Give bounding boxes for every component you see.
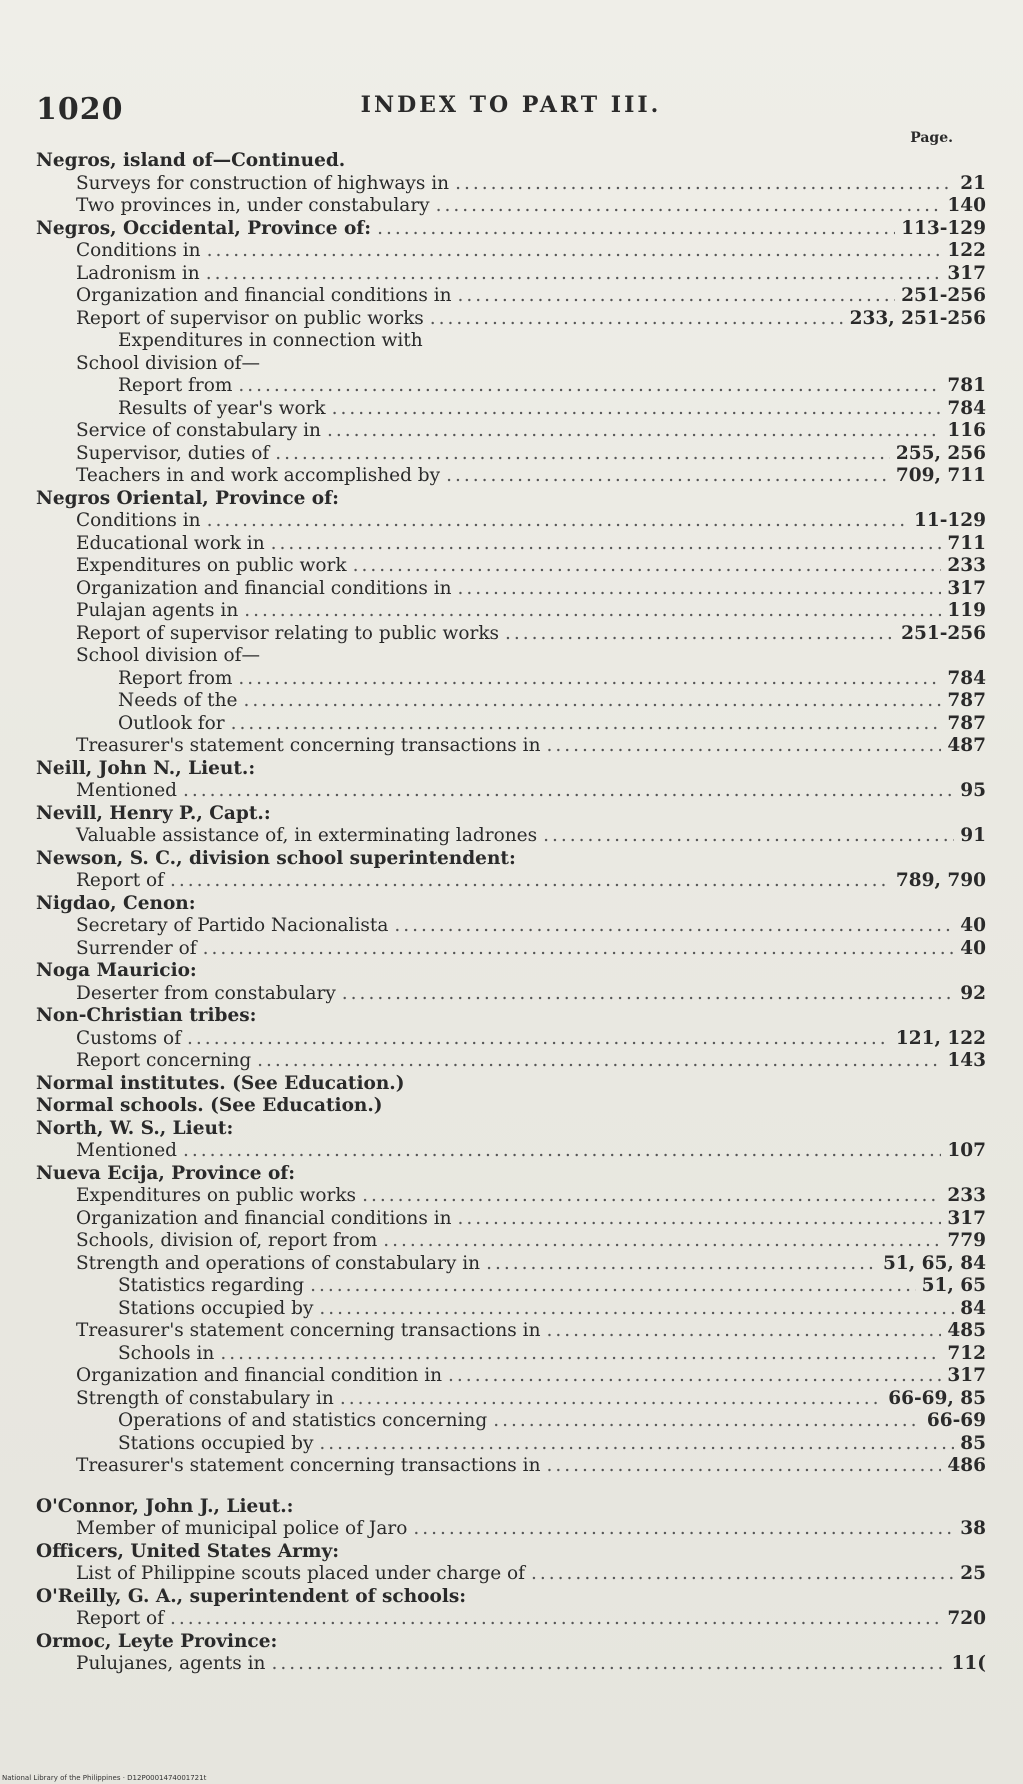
index-subentry	[36, 240, 986, 263]
entry-page: 11(	[951, 1653, 986, 1674]
entry-page: 711	[947, 532, 986, 554]
entry-text: Schools in	[118, 1342, 215, 1364]
index-subentry	[36, 1140, 986, 1163]
leader-dots	[319, 1298, 954, 1321]
entry-page: 720	[947, 1608, 986, 1629]
entry-text: Mentioned	[76, 780, 178, 801]
entry-text: Report of supervisor on public works	[76, 307, 424, 329]
entry-page: 113-129	[901, 217, 986, 239]
index-subentry	[36, 735, 986, 758]
index-subentry	[36, 1343, 986, 1366]
leader-dots	[207, 240, 942, 263]
index-heading	[36, 1496, 986, 1519]
entry-text: List of Philippine scouts placed under charge of	[76, 1563, 526, 1584]
entry-page: 116	[947, 420, 986, 441]
entry-text: Negros, Occidental, Province of:	[36, 217, 372, 239]
index-subentry	[36, 285, 986, 308]
entry-text: Stations occupied by	[118, 1297, 314, 1319]
index-subentry	[36, 173, 986, 196]
index-subentry	[36, 533, 986, 556]
leader-dots	[257, 1050, 941, 1073]
index-heading	[36, 150, 986, 173]
index-subentry	[36, 1275, 986, 1298]
index-subentry	[36, 1653, 986, 1676]
entry-text: Strength and operations of constabulary in	[76, 1252, 481, 1274]
index-heading	[36, 1541, 986, 1564]
leader-dots	[170, 1608, 941, 1631]
index-subentry	[36, 1185, 986, 1208]
entry-text: Conditions in	[76, 240, 201, 261]
leader-dots	[377, 218, 895, 241]
index-subentry	[36, 353, 986, 376]
entry-page: 85	[960, 1432, 986, 1454]
entry-text: Report of	[76, 870, 165, 891]
entry-text: Supervisor, duties of	[76, 442, 270, 464]
index-subentry	[36, 600, 986, 623]
entry-page: 779	[947, 1230, 986, 1251]
entry-text: O'Reilly, G. A., superintendent of schools:	[36, 1585, 467, 1607]
entry-text: Surrender of	[76, 937, 197, 959]
entry-page: 233	[947, 1185, 986, 1206]
entry-page: 485	[947, 1320, 986, 1341]
entry-text: Normal schools. (See Education.)	[36, 1095, 383, 1116]
entry-page: 40	[960, 915, 986, 936]
leader-dots	[394, 915, 954, 938]
leader-dots	[383, 1230, 941, 1253]
index-subentry	[36, 938, 986, 961]
entry-text: Two provinces in, under constabulary	[76, 195, 430, 216]
leader-dots	[332, 398, 942, 421]
entry-page: 317	[947, 262, 986, 284]
entry-text: Results of year's work	[118, 397, 326, 419]
entry-page: 789, 790	[895, 870, 986, 891]
index-subentry	[36, 1563, 986, 1586]
entry-text: Ormoc, Leyte Province:	[36, 1630, 278, 1652]
index-subentry	[36, 308, 986, 331]
index-heading	[36, 1163, 986, 1186]
entry-text: Pulajan agents in	[76, 600, 239, 621]
index-subentry	[36, 645, 986, 668]
entry-page: 21	[960, 172, 986, 194]
index-subentry	[36, 1230, 986, 1253]
entry-text: Member of municipal police of Jaro	[76, 1518, 408, 1539]
entry-page: 781	[947, 375, 986, 396]
entry-text: North, W. S., Lieut:	[36, 1117, 234, 1139]
entry-text: Deserter from constabulary	[76, 982, 336, 1004]
entry-text: Ladronism in	[76, 262, 200, 284]
entry-text: O'Connor, John J., Lieut.:	[36, 1495, 294, 1517]
leader-dots	[448, 1365, 941, 1388]
entry-text: Nigdao, Cenon:	[36, 892, 196, 914]
entry-page: 11-129	[913, 510, 986, 531]
index-subentry	[36, 1298, 986, 1321]
page-header	[36, 92, 986, 132]
index-heading	[36, 1631, 986, 1654]
leader-dots	[183, 780, 954, 803]
index-subentry	[36, 1028, 986, 1051]
leader-dots	[340, 1388, 882, 1411]
index-subentry	[36, 1433, 986, 1456]
leader-dots	[231, 713, 942, 736]
leader-dots	[436, 195, 942, 218]
entry-text: Negros, island of—Continued.	[36, 150, 346, 171]
entry-page: 51, 65, 84	[883, 1252, 986, 1274]
index-subentry	[36, 443, 986, 466]
leader-dots	[183, 1140, 941, 1163]
entry-page: 140	[947, 195, 986, 216]
leader-dots	[187, 1028, 890, 1051]
leader-dots	[238, 375, 941, 398]
leader-dots	[275, 443, 890, 466]
index-heading	[36, 1586, 986, 1609]
entry-text: Non-Christian tribes:	[36, 1005, 257, 1026]
entry-text: Schools, division of, report from	[76, 1230, 378, 1251]
page-column-label: Page.	[910, 130, 953, 146]
entry-page: 784	[947, 397, 986, 419]
leader-dots	[455, 173, 954, 196]
entry-page: 784	[947, 667, 986, 689]
entry-page: 712	[947, 1342, 986, 1364]
leader-dots	[413, 1518, 954, 1541]
entry-text: Report of	[76, 1608, 165, 1629]
entry-text: Conditions in	[76, 510, 201, 531]
entry-text: Statistics regarding	[118, 1275, 305, 1296]
entry-text: Organization and financial conditions in	[76, 577, 452, 599]
index-subentry	[36, 825, 986, 848]
entry-text: Report from	[118, 667, 233, 689]
entry-text: Service of constabulary in	[76, 420, 321, 441]
entry-page: 251-256	[901, 622, 986, 644]
entry-page: 121, 122	[895, 1027, 986, 1049]
entry-text: Customs of	[76, 1027, 182, 1049]
index-subentry	[36, 1608, 986, 1631]
entry-page: 251-256	[901, 285, 986, 306]
index-subentry	[36, 713, 986, 736]
entry-text: Surveys for construction of highways in	[76, 172, 450, 194]
entry-page: 91	[960, 825, 986, 846]
entry-page: 51, 65	[921, 1275, 986, 1296]
index-subentry	[36, 1320, 986, 1343]
entry-text: Secretary of Partido Nacionalista	[76, 915, 389, 936]
index-subentry	[36, 623, 986, 646]
leader-dots	[458, 1208, 942, 1231]
index-subentry	[36, 870, 986, 893]
entry-text: Strength of constabulary in	[76, 1387, 334, 1409]
index-heading	[36, 893, 986, 916]
index-heading	[36, 1095, 986, 1118]
entry-page: 233, 251-256	[849, 307, 986, 329]
entry-text: Expenditures on public works	[76, 1185, 357, 1206]
index-heading	[36, 960, 986, 983]
entry-text: Negros Oriental, Province of:	[36, 487, 339, 509]
index-heading	[36, 758, 986, 781]
index-heading	[36, 803, 986, 826]
index-heading	[36, 1118, 986, 1141]
entry-text: Pulujanes, agents in	[76, 1653, 266, 1674]
index-entries	[36, 150, 986, 1676]
entry-text: Normal institutes. (See Education.)	[36, 1072, 405, 1094]
entry-text: Operations of and statistics concerning	[118, 1410, 488, 1431]
index-heading	[36, 848, 986, 871]
entry-page: 486	[947, 1455, 986, 1476]
entry-page: 122	[947, 240, 986, 261]
index-subentry	[36, 668, 986, 691]
leader-dots	[271, 1653, 945, 1676]
entry-text: Treasurer's statement concerning transactions in	[76, 1455, 541, 1476]
leader-dots	[486, 1253, 877, 1276]
leader-dots	[546, 735, 941, 758]
entry-page: 317	[947, 1365, 986, 1386]
entry-page: 233	[947, 555, 986, 576]
entry-text: Expenditures in connection with	[118, 330, 423, 351]
index-subentry	[36, 398, 986, 421]
index-subentry	[36, 780, 986, 803]
index-subentry	[36, 1410, 986, 1433]
entry-text: School division of—	[76, 645, 260, 666]
index-subentry	[36, 1208, 986, 1231]
leader-dots	[207, 510, 908, 533]
entry-text: School division of—	[76, 352, 260, 374]
leader-dots	[362, 1185, 941, 1208]
entry-text: Expenditures on public work	[76, 555, 347, 576]
entry-page: 317	[947, 577, 986, 599]
leader-dots	[170, 870, 890, 893]
index-subentry	[36, 1050, 986, 1073]
index-subentry	[36, 465, 986, 488]
leader-dots	[430, 308, 844, 331]
leader-dots	[531, 1563, 954, 1586]
entry-text: Officers, United States Army:	[36, 1540, 340, 1562]
index-subentry	[36, 1365, 986, 1388]
entry-text: Treasurer's statement concerning transactions in	[76, 1320, 541, 1341]
index-subentry	[36, 195, 986, 218]
leader-dots	[244, 600, 941, 623]
entry-page: 787	[947, 690, 986, 711]
entry-text: Organization and financial condition in	[76, 1365, 443, 1386]
entry-text: Nueva Ecija, Province of:	[36, 1162, 296, 1184]
entry-text: Mentioned	[76, 1140, 178, 1161]
index-heading	[36, 488, 986, 511]
leader-dots	[206, 263, 942, 286]
entry-page: 119	[947, 600, 986, 621]
entry-text: Report concerning	[76, 1050, 252, 1071]
running-title: INDEX TO PART III.	[360, 92, 662, 118]
index-subentry	[36, 578, 986, 601]
entry-page: 66-69	[926, 1410, 986, 1431]
index-subentry	[36, 1253, 986, 1276]
index-heading	[36, 218, 986, 241]
index-subentry	[36, 420, 986, 443]
entry-page: 487	[947, 735, 986, 756]
index-subentry	[36, 555, 986, 578]
leader-dots	[546, 1455, 941, 1478]
leader-dots	[546, 1320, 941, 1343]
index-subentry	[36, 1518, 986, 1541]
index-subentry	[36, 330, 986, 353]
entry-page: 317	[947, 1207, 986, 1229]
leader-dots	[446, 465, 890, 488]
entry-text: Organization and financial conditions in	[76, 1207, 452, 1229]
entry-page: 84	[960, 1297, 986, 1319]
entry-text: Report of supervisor relating to public works	[76, 622, 500, 644]
leader-dots	[505, 623, 895, 646]
entry-page: 95	[960, 780, 986, 801]
entry-page: 25	[960, 1563, 986, 1584]
leader-dots	[220, 1343, 941, 1366]
entry-text: Report from	[118, 375, 233, 396]
index-heading	[36, 1005, 986, 1028]
entry-page: 66-69, 85	[888, 1387, 986, 1409]
leader-dots	[238, 668, 941, 691]
entry-text: Noga Mauricio:	[36, 960, 197, 981]
leader-dots	[327, 420, 941, 443]
entry-page: 107	[947, 1140, 986, 1161]
index-subentry	[36, 690, 986, 713]
entry-text: Neill, John N., Lieut.:	[36, 757, 256, 779]
entry-text: Valuable assistance of, in exterminating ladrones	[76, 825, 538, 846]
entry-text: Teachers in and work accomplished by	[76, 465, 441, 486]
entry-text: Stations occupied by	[118, 1432, 314, 1454]
entry-page: 255, 256	[895, 442, 986, 464]
index-subentry	[36, 510, 986, 533]
entry-text: Educational work in	[76, 532, 265, 554]
scan-credit: National Library of the Philippines · D12P0001474001721t	[2, 1774, 207, 1782]
index-subentry	[36, 1455, 986, 1478]
index-heading	[36, 1073, 986, 1096]
leader-dots	[271, 533, 942, 556]
index-subentry	[36, 1388, 986, 1411]
entry-text: Needs of the	[118, 690, 238, 711]
leader-dots	[203, 938, 955, 961]
entry-text: Outlook for	[118, 712, 225, 734]
index-subentry	[36, 983, 986, 1006]
index-subentry	[36, 263, 986, 286]
index-subentry	[36, 915, 986, 938]
entry-page: 787	[947, 712, 986, 734]
entry-text: Newson, S. C., division school superintendent:	[36, 847, 516, 869]
entry-page: 709, 711	[895, 465, 986, 486]
entry-page: 143	[947, 1050, 986, 1071]
index-subentry	[36, 375, 986, 398]
page-number: 1020	[36, 92, 124, 127]
leader-dots	[342, 983, 954, 1006]
entry-text: Organization and financial conditions in	[76, 285, 452, 306]
leader-dots	[458, 578, 942, 601]
leader-dots	[543, 825, 954, 848]
leader-dots	[458, 285, 896, 308]
entry-page: 92	[960, 982, 986, 1004]
leader-dots	[243, 690, 941, 713]
entry-page: 40	[960, 937, 986, 959]
entry-text: Treasurer's statement concerning transactions in	[76, 735, 541, 756]
leader-dots	[353, 555, 942, 578]
leader-dots	[493, 1410, 921, 1433]
entry-text: Nevill, Henry P., Capt.:	[36, 802, 271, 824]
leader-dots	[319, 1433, 954, 1456]
leader-dots	[310, 1275, 916, 1298]
entry-page: 38	[960, 1518, 986, 1539]
